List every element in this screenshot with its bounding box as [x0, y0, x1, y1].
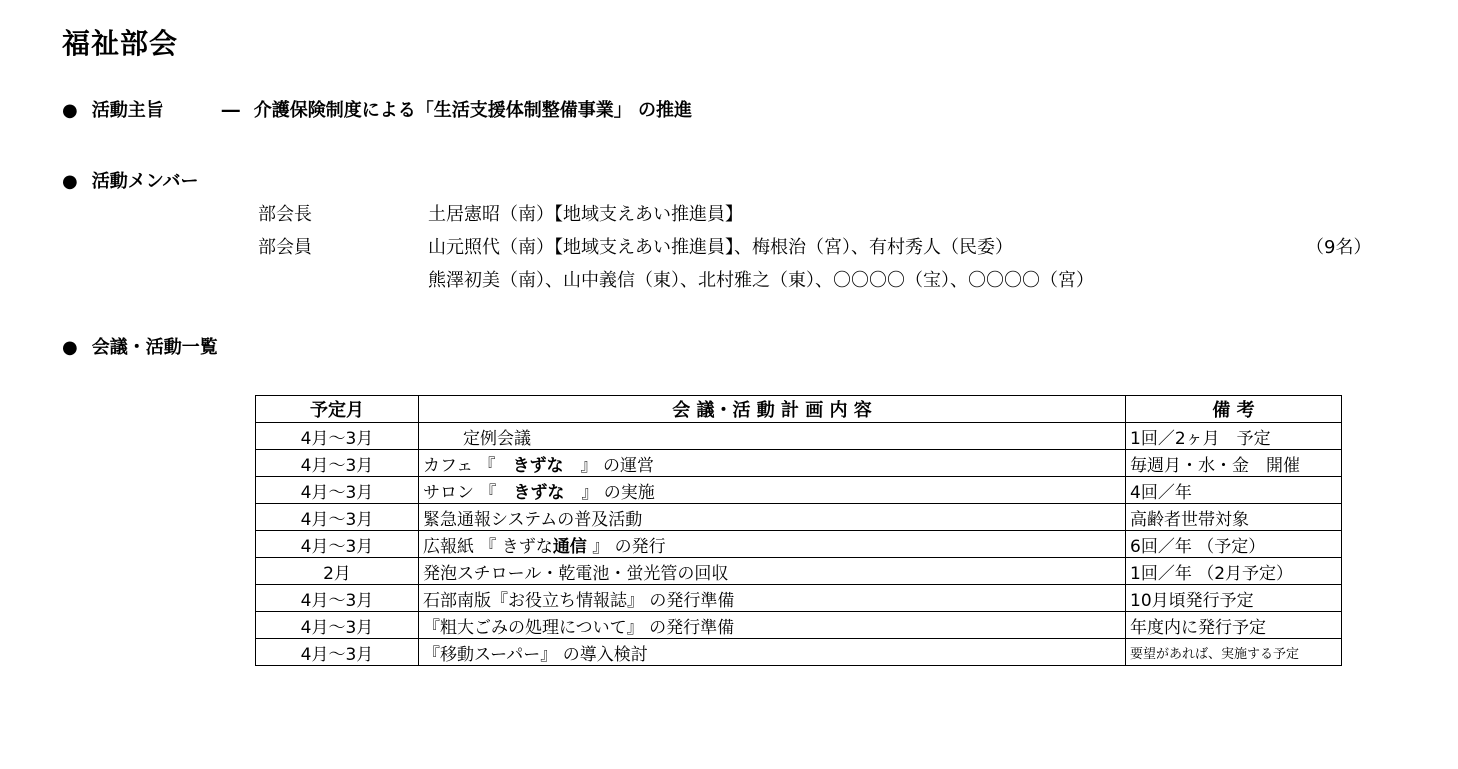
row-month: 2月: [256, 558, 419, 585]
table-row: [256, 423, 1342, 450]
table-row: [256, 612, 1342, 639]
meetings-section-heading: [62, 333, 218, 359]
row-content: 定例会議: [419, 423, 1126, 450]
row-month: 4月～3月: [256, 639, 419, 666]
content-keyword: きずな: [513, 482, 565, 503]
header-note: 備 考: [1126, 396, 1342, 423]
activity-table: [255, 395, 1342, 666]
bullet-icon: ●: [62, 171, 78, 192]
members-label: 活動メンバー: [91, 171, 199, 192]
row-month: 4月～3月: [256, 504, 419, 531]
row-note: 1回／2ヶ月 予定: [1126, 423, 1342, 450]
row-month: 4月～3月: [256, 531, 419, 558]
purpose-text: 介護保険制度による「生活支援体制整備事業」 の推進: [253, 100, 692, 121]
members-section-heading: [62, 167, 198, 193]
bullet-icon: ●: [62, 337, 78, 358]
purpose-label: 活動主旨: [91, 100, 164, 121]
row-note: 年度内に発行予定: [1126, 612, 1342, 639]
row-note: 高齢者世帯対象: [1126, 504, 1342, 531]
row-content: [419, 477, 1126, 504]
row-content: 発泡スチロール・乾電池・蛍光管の回収: [419, 558, 1126, 585]
content-prefix: 広報紙 『 きずな: [423, 536, 553, 557]
dash-separator: ―: [221, 100, 240, 121]
row-note: 6回／年 （予定）: [1126, 531, 1342, 558]
row-month: 4月～3月: [256, 585, 419, 612]
table-row: [256, 531, 1342, 558]
table-row: [256, 639, 1342, 666]
table-row: [256, 477, 1342, 504]
row-content: [419, 450, 1126, 477]
member-names-line-2: 熊澤初美（南）、山中義信（東）、北村雅之（東）、〇〇〇〇（宝）、〇〇〇〇（宮）: [428, 270, 1094, 291]
header-month: 予定月: [256, 396, 419, 423]
row-content: 石部南版『お役立ち情報誌』 の発行準備: [419, 585, 1126, 612]
row-month: 4月～3月: [256, 423, 419, 450]
content-keyword: 通信: [552, 536, 587, 557]
bullet-icon: ●: [62, 100, 78, 121]
purpose-section: [62, 96, 692, 122]
leader-names: 土居憲昭（南）【地域支えあい推進員】: [428, 204, 743, 225]
row-month: 4月～3月: [256, 612, 419, 639]
row-content: 『粗大ごみの処理について』 の発行準備: [419, 612, 1126, 639]
table-row: [256, 558, 1342, 585]
content-suffix: 』 の発行: [586, 536, 666, 557]
row-month: 4月～3月: [256, 477, 419, 504]
row-content: [419, 531, 1126, 558]
row-note: 1回／年 （2月予定）: [1126, 558, 1342, 585]
content-prefix: サロン 『: [423, 482, 514, 503]
row-content: 緊急通報システムの普及活動: [419, 504, 1126, 531]
table-row: [256, 585, 1342, 612]
row-content: 『移動スーパー』 の導入検討: [419, 639, 1126, 666]
row-month: 4月～3月: [256, 450, 419, 477]
member-names-line-1: 山元照代（南）【地域支えあい推進員】、梅根治（宮）、有村秀人（民委）: [428, 237, 1013, 258]
row-note: 毎週月・水・金 開催: [1126, 450, 1342, 477]
leader-role: 部会長: [258, 204, 312, 225]
header-content: 会 議・活 動 計 画 内 容: [419, 396, 1126, 423]
row-note: 4回／年: [1126, 477, 1342, 504]
table-row: [256, 450, 1342, 477]
table-header-row: [256, 396, 1342, 423]
meetings-label: 会議・活動一覧: [91, 337, 218, 358]
page-title: 福祉部会: [62, 27, 179, 60]
row-note: 10月頃発行予定: [1126, 585, 1342, 612]
content-keyword: きずな: [512, 455, 564, 476]
content-prefix: カフェ 『: [423, 455, 513, 476]
row-note: 要望があれば、実施する予定: [1126, 639, 1342, 666]
member-role: 部会員: [258, 237, 312, 258]
content-suffix: 』 の実施: [564, 482, 655, 503]
table-row: [256, 504, 1342, 531]
content-suffix: 』 の運営: [563, 455, 654, 476]
member-count: （9名）: [1306, 237, 1372, 258]
